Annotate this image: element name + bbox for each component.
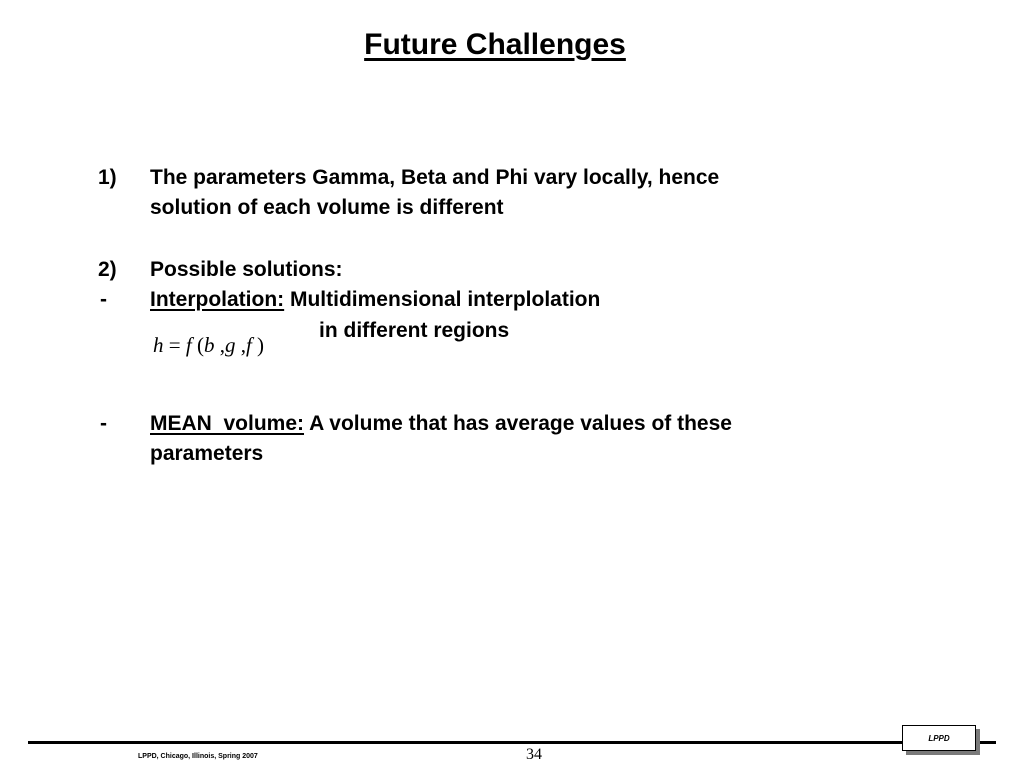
formula-comma-2: , [235, 333, 246, 357]
logo-text: LPPD [928, 733, 950, 743]
slide-title: Future Challenges [364, 28, 626, 61]
formula-comma-1: , [214, 333, 225, 357]
page-number: 34 [526, 746, 542, 763]
mean-volume-line [150, 409, 732, 439]
item-1-line-2: solution of each volume is different [150, 196, 504, 219]
lppd-logo [902, 725, 976, 751]
footer-text: LPPD, Chicago, Illinois, Spring 2007 [138, 753, 258, 760]
formula [153, 330, 264, 360]
interpolation-line-2: in different regions [319, 319, 510, 342]
formula-b: b [203, 333, 215, 357]
interpolation-label: Interpolation: [150, 288, 285, 311]
formula-g: g [224, 333, 236, 357]
item-1-line-1: The parameters Gamma, Beta and Phi vary locally, hence [150, 166, 720, 189]
list-marker-1: 1) [98, 166, 117, 189]
formula-equals: = [163, 333, 186, 357]
mean-volume-line-2: parameters [150, 442, 264, 465]
formula-f: f [185, 333, 192, 357]
interpolation-text: Multidimensional interplolation [284, 288, 601, 311]
bullet-mean-volume: - [100, 412, 107, 435]
item-2-text: Possible solutions: [150, 258, 343, 281]
formula-h: h [153, 333, 164, 357]
mean-volume-label: MEAN volume: [150, 412, 305, 435]
formula-close-paren: ) [251, 333, 265, 357]
interpolation-line [150, 285, 600, 315]
footer-rule [28, 741, 996, 744]
formula-f-arg: f [245, 333, 252, 357]
list-marker-2: 2) [98, 258, 117, 281]
bullet-interpolation: - [100, 288, 107, 311]
logo-box [902, 725, 976, 751]
mean-volume-text: A volume that has average values of these [304, 412, 732, 435]
formula-open-paren: ( [191, 333, 204, 357]
